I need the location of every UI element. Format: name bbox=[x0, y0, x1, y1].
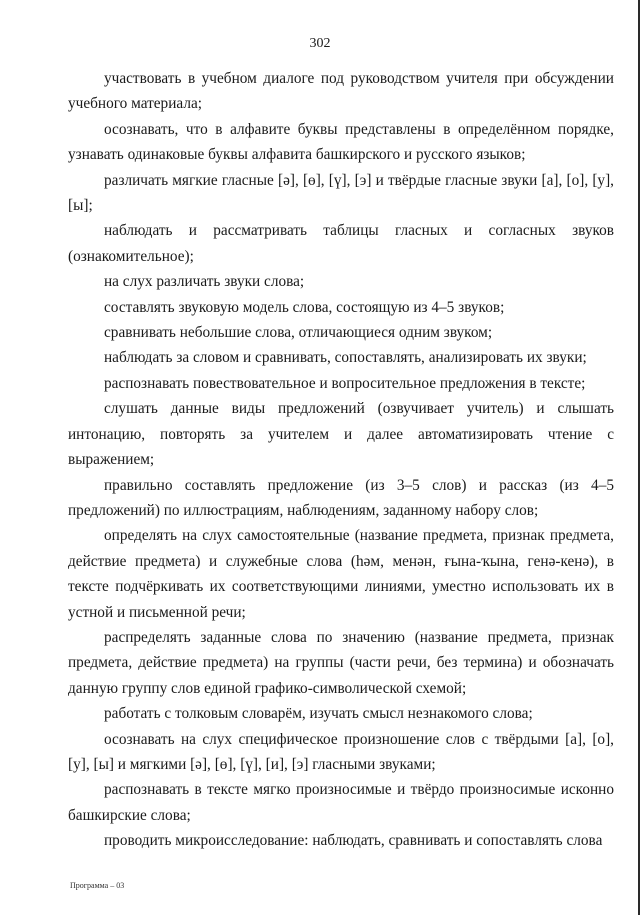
paragraph: распределять заданные слова по значению (название предмета, признак предмета, действие предмета) на группы (части речи, без термина) и обозначать данную группу слов единой графико-символической схемой; bbox=[68, 628, 614, 697]
paragraph: определять на слух самостоятельные (название предмета, признак предмета, действие предмета) и служебные слова (һәм, менән, ғына-ҡына, генә-кенә), в тексте подчёркивать их соответствующими линиями, уместно использовать их в устной и письменной речи; bbox=[68, 527, 614, 621]
page-number: 302 bbox=[309, 36, 331, 51]
paragraph: различать мягкие гласные [ә], [ө], [ү], [э] и твёрдые гласные звуки [а], [о], [у], [ы]; bbox=[68, 171, 614, 215]
paragraph: наблюдать и рассматривать таблицы гласных и согласных звуков (ознакомительное); bbox=[68, 222, 614, 265]
paragraph: работать с толковым словарём, изучать смысл незнакомого слова; bbox=[104, 705, 533, 723]
paragraph: наблюдать за словом и сравнивать, сопоставлять, анализировать их звуки; bbox=[104, 349, 587, 367]
paragraph: правильно составлять предложение (из 3–5 слов) и рассказ (из 4–5 предложений) по иллюстрациям, наблюдениям, заданному набору слов; bbox=[68, 476, 614, 519]
paragraph: осознавать на слух специфическое произношение слов с твёрдыми [а], [о], [у], [ы] и мягкими [ә], [ө], [ү], [и], [э] гласными звуками; bbox=[68, 730, 614, 773]
footer-label: Программа – 03 bbox=[70, 881, 125, 890]
document-body bbox=[68, 66, 614, 854]
paragraph: осознавать, что в алфавите буквы представлены в определённом порядке, узнавать одинаковые буквы алфавита башкирского и русского языков; bbox=[68, 120, 614, 164]
paragraph: слушать данные виды предложений (озвучивает учитель) и слышать интонацию, повторять за учителем и далее автоматизировать чтение с выражением; bbox=[68, 400, 614, 469]
paragraph: сравнивать небольшие слова, отличающиеся одним звуком; bbox=[104, 324, 493, 342]
paragraph: составлять звуковую модель слова, состоящую из 4–5 звуков; bbox=[104, 298, 505, 316]
paragraph: проводить микроисследование: наблюдать, сравнивать и сопоставлять слова bbox=[104, 832, 603, 850]
paragraph: на слух различать звуки слова; bbox=[104, 273, 305, 291]
paragraph: распознавать повествовательное и вопросительное предложения в тексте; bbox=[104, 374, 586, 392]
paragraph: распознавать в тексте мягко произносимые и твёрдо произносимые исконно башкирские слова; bbox=[68, 781, 614, 824]
paragraph: участвовать в учебном диалоге под руководством учителя при обсуждении учебного материала; bbox=[68, 70, 614, 113]
